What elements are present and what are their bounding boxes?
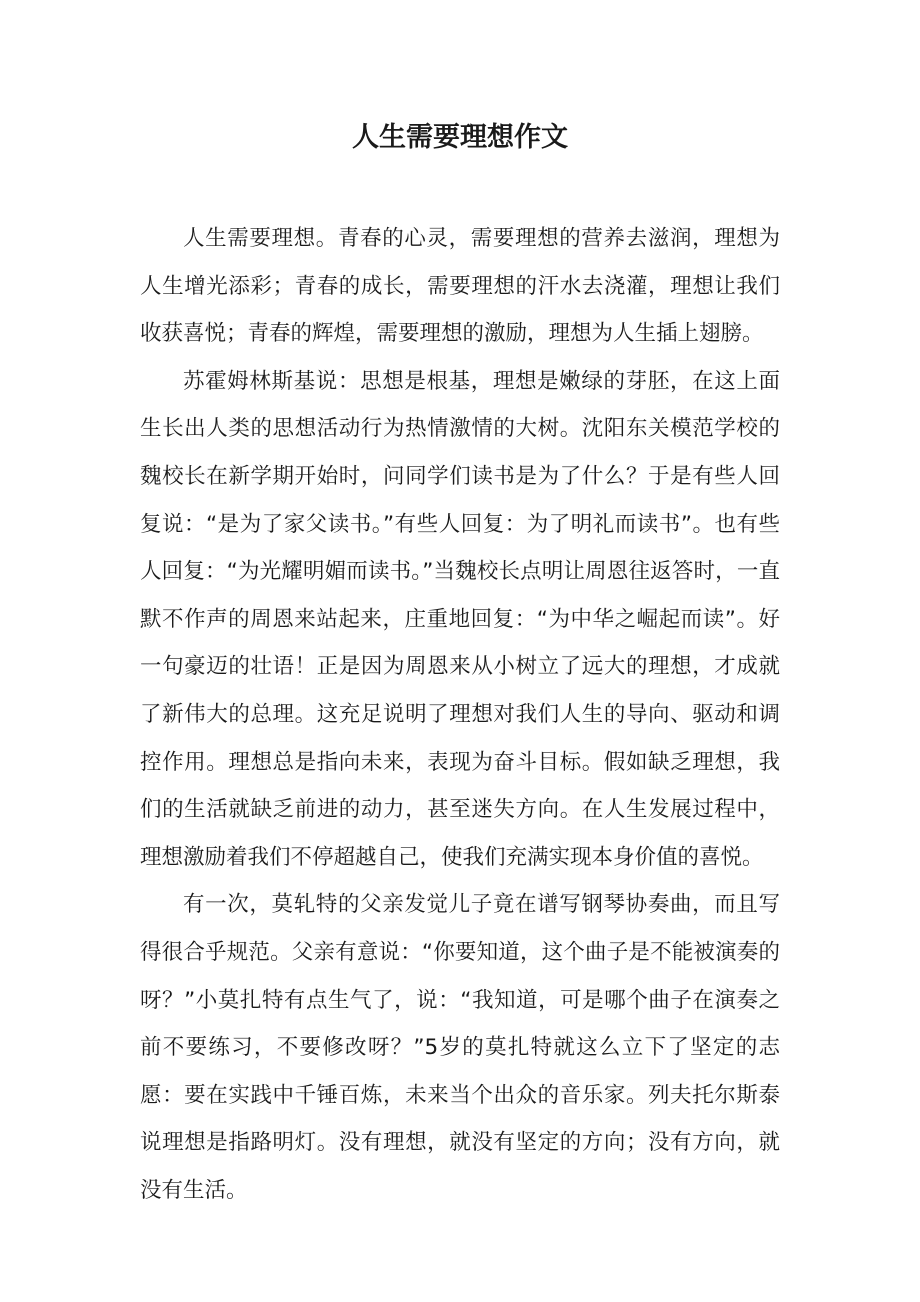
paragraph-2: 苏霍姆林斯基说：思想是根基，理想是嫩绿的芽胚，在这上面生长出人类的思想活动行为热情激情的大树。沈阳东关模范学校的魏校长在新学期开始时，问同学们读书是为了什么？于是有些人回复说：“是为了家父读书。”有些人回复：为了明礼而读书”。也有些人回复：“为光耀明媚而读书。”当魏校长点明让周恩往返答时，一直默不作声的周恩来站起来，庄重地回复：“为中华之崛起而读”。好一句豪迈的壮语！正是因为周恩来从小树立了远大的理想，才成就了新伟大的总理。这充足说明了理想对我们人生的导向、驱动和调控作用。理想总是指向未来，表现为奋斗目标。假如缺乏理想，我们的生活就缺乏前进的动力，甚至迷失方向。在人生发展过程中，理想激励着我们不停超越自己，使我们充满实现本身价值的喜悦。	[140, 368, 780, 870]
paragraph-3: 有一次，莫轧特的父亲发觉儿子竟在谱写钢琴协奏曲，而且写得很合乎规范。父亲有意说：“你要知道，这个曲子是不能被演奏的呀？”小莫扎特有点生气了，说：“我知道，可是哪个曲子在演奏之前不要练习，不要修改呀？”5岁的莫扎特就这么立下了坚定的志愿：要在实践中千锤百炼，未来当个出众的音乐家。列夫托尔斯泰说理想是指路明灯。没有理想，就没有坚定的方向；没有方向，就没有生活。	[140, 892, 780, 1203]
document-body	[140, 215, 780, 1214]
paragraph-1: 人生需要理想。青春的心灵，需要理想的营养去滋润，理想为人生增光添彩；青春的成长，需要理想的汗水去浇灌，理想让我们收获喜悦；青春的辉煌，需要理想的激励，理想为人生插上翅膀。	[140, 226, 780, 347]
document-title: 人生需要理想作文	[352, 122, 568, 153]
